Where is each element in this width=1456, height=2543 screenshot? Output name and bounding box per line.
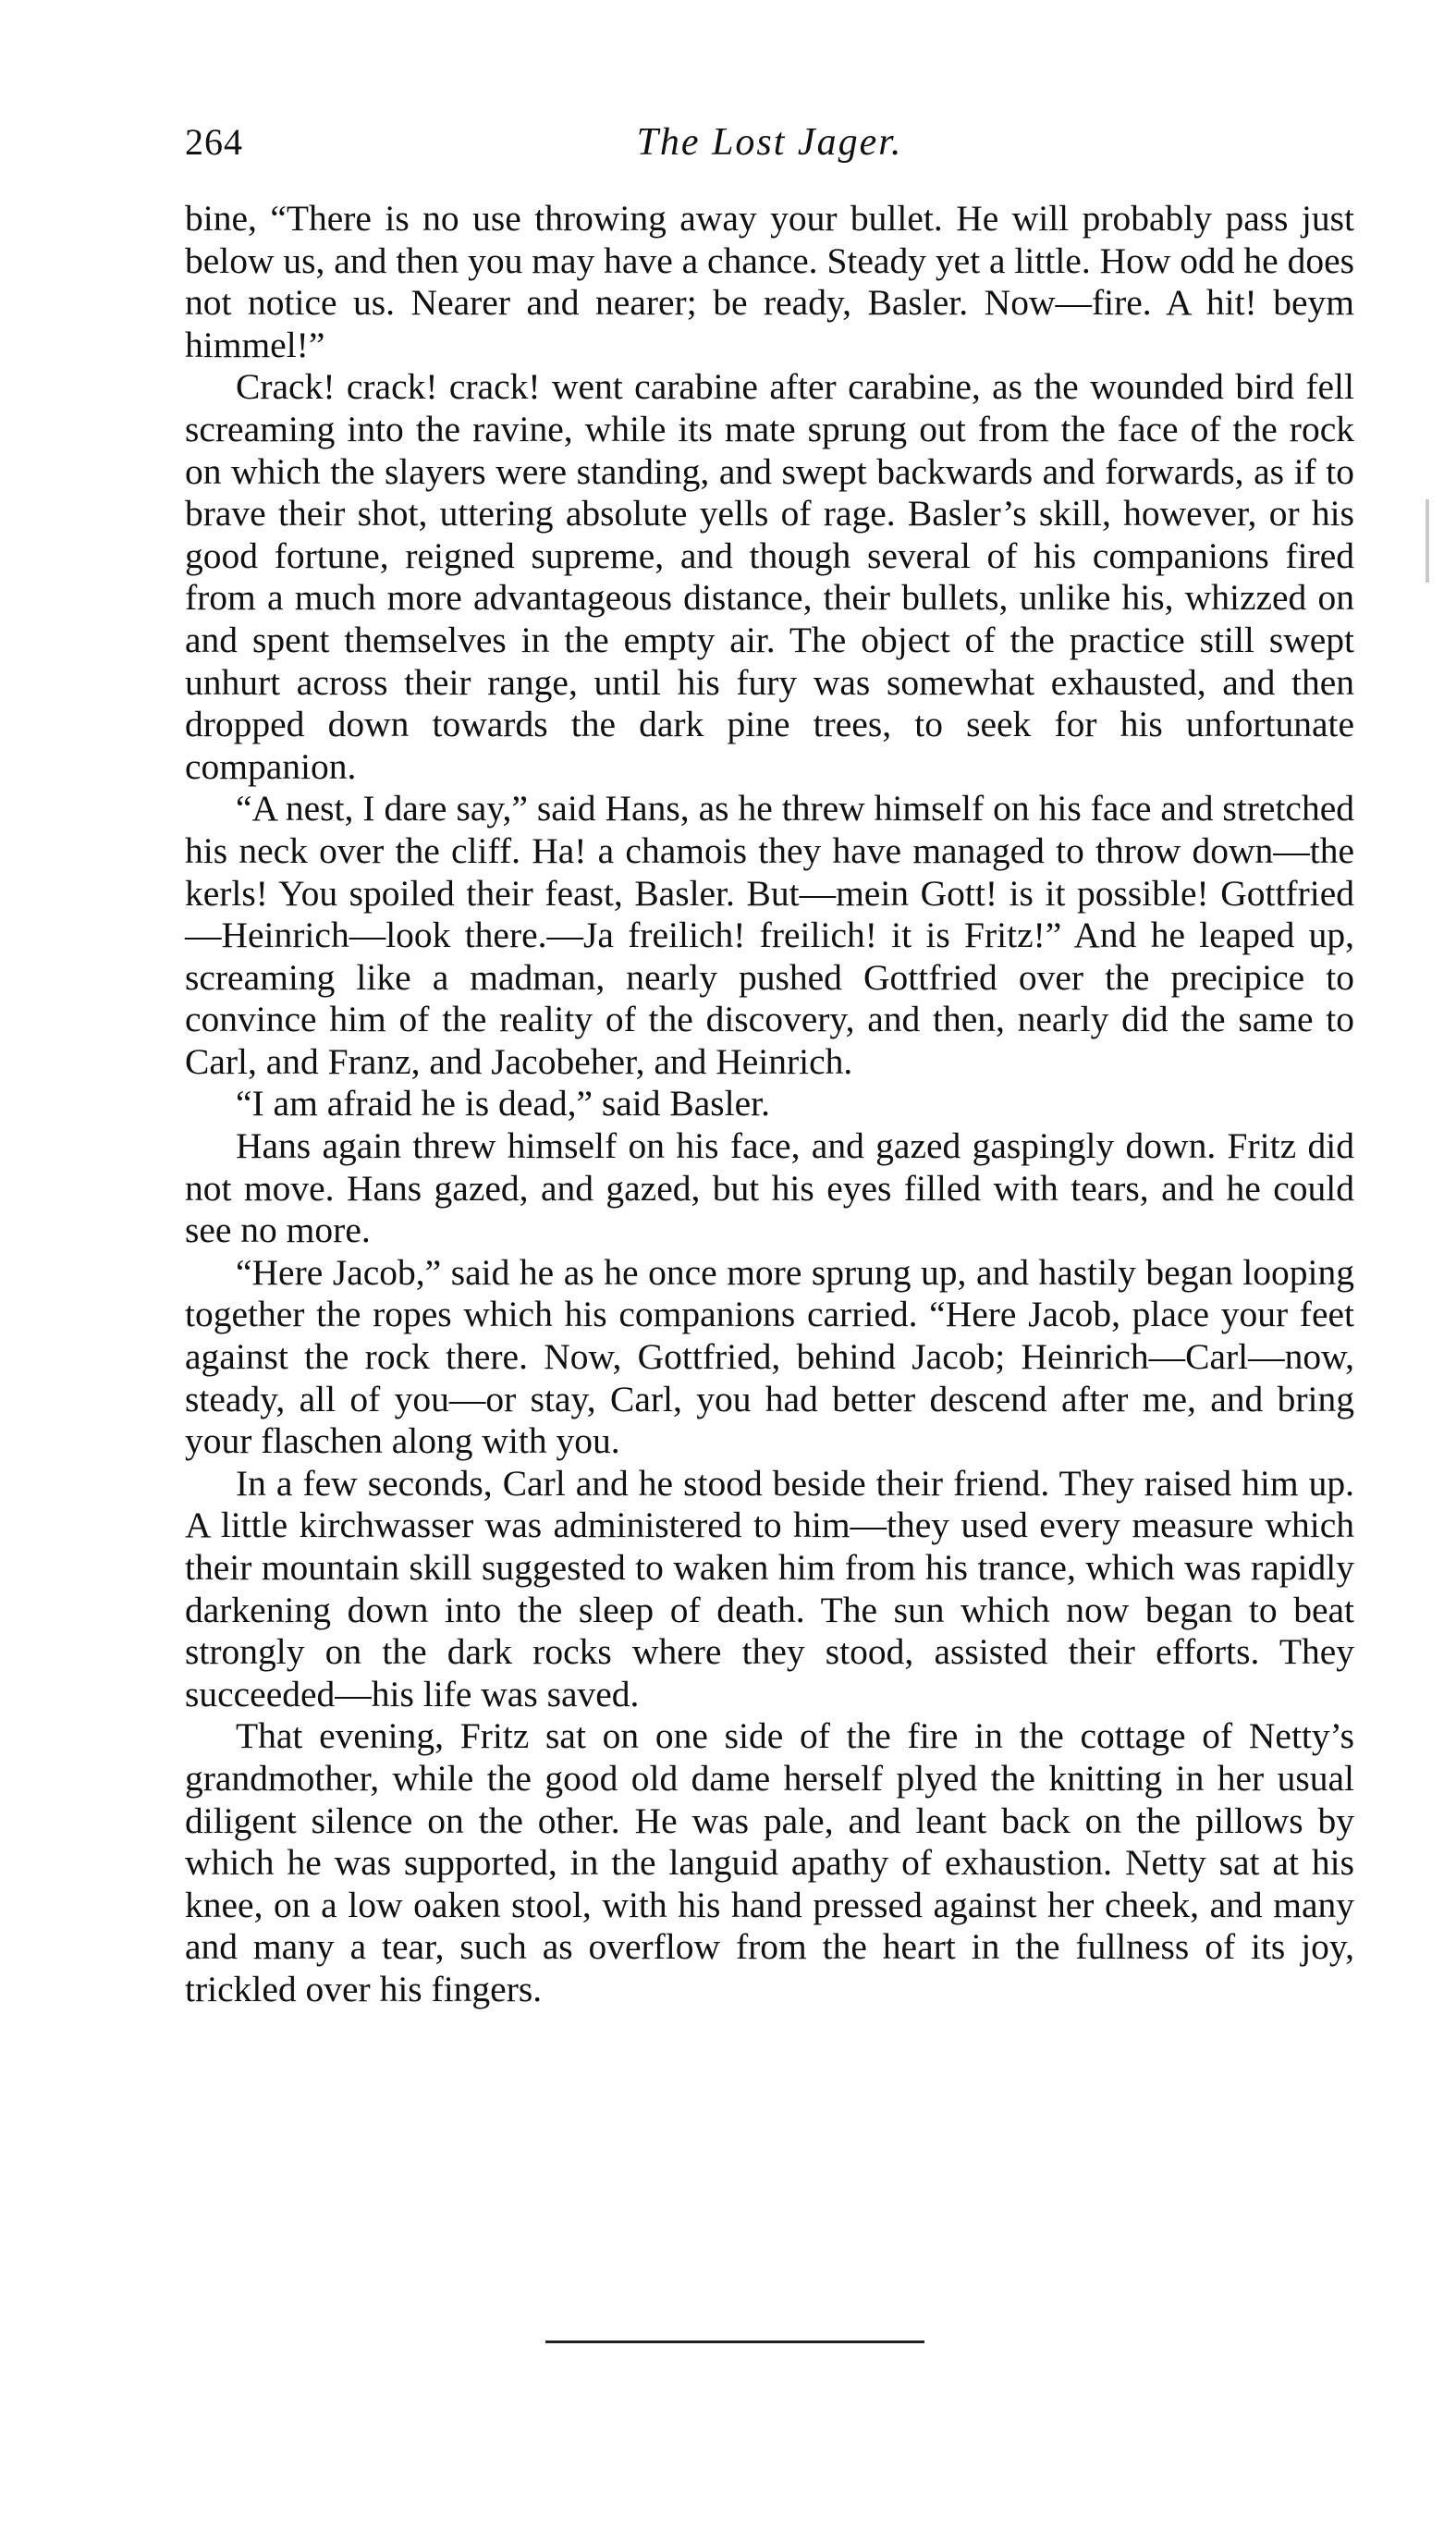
page-number: 264 <box>185 121 243 163</box>
body-text <box>185 198 1354 2011</box>
page-header <box>185 120 1354 176</box>
paragraph: “A nest, I dare say,” said Hans, as he threw himself on his face and stretched his neck over the cliff. Ha! a chamois they have managed to throw down—the kerls! You spoiled their feast, Basler. But—mein Gott! is it possible! Gottfried—Heinrich—look there.—Ja freilich! freilich! it is Fritz!” And he leaped up, screaming like a madman, nearly pushed Gottfried over the precipice to convince him of the reality of the discovery, and then, nearly did the same to Carl, and Franz, and Jacobeher, and Heinrich. <box>185 788 1354 1082</box>
running-title: The Lost Jager. <box>636 121 903 164</box>
paragraph: Crack! crack! crack! went carabine after carabine, as the wounded bird fell screaming into the ravine, while its mate sprung out from the face of the rock on which the slayers were standing, and swept backwards and forwards, as if to brave their shot, uttering absolute yells of rage. Basler’s skill, however, or his good fortune, reigned supreme, and though several of his companions fired from a much more advantageous distance, their bullets, unlike his, whizzed on and spent themselves in the empty air. The object of the practice still swept unhurt across their range, until his fury was somewhat exhausted, and then dropped down towards the dark pine trees, to seek for his unfortunate companion. <box>185 366 1354 787</box>
paragraph: Hans again threw himself on his face, and gazed gaspingly down. Fritz did not move. Hans gazed, and gazed, but his eyes filled with tears, and he could see no more. <box>185 1125 1354 1251</box>
paragraph: “Here Jacob,” said he as he once more sprung up, and hastily began looping together the ropes which his companions carried. “Here Jacob, place your feet against the rock there. Now, Gottfried, behind Jacob; Heinrich—Carl—now, steady, all of you—or stay, Carl, you had better descend after me, and bring your flaschen along with you. <box>185 1251 1354 1462</box>
section-end-rule <box>545 2340 924 2343</box>
scan-artifact-mark <box>1425 499 1429 583</box>
paragraph: bine, “There is no use throwing away your bullet. He will probably pass just below us, and then you may have a chance. Steady yet a little. How odd he does not notice us. Nearer and nearer; be ready, Basler. Now—fire. A hit! beym himmel!” <box>185 198 1354 365</box>
paragraph: In a few seconds, Carl and he stood beside their friend. They raised him up. A little kirchwasser was administered to him—they used every measure which their mountain skill suggested to waken him from his trance, which was rapidly darkening down into the sleep of death. The sun which now began to beat strongly on the dark rocks where they stood, assisted their efforts. They succeeded—his life was saved. <box>185 1462 1354 1714</box>
paragraph: “I am afraid he is dead,” said Basler. <box>236 1083 770 1124</box>
paragraph: That evening, Fritz sat on one side of the fire in the cottage of Netty’s grandmother, while the good old dame herself plyed the knitting in her usual diligent silence on the other. He was pale, and leant back on the pillows by which he was supported, in the languid apathy of exhaustion. Netty sat at his knee, on a low oaken stool, with his hand pressed against her cheek, and many and many a tear, such as overflow from the heart in the fullness of its joy, trickled over his fingers. <box>185 1715 1354 2009</box>
